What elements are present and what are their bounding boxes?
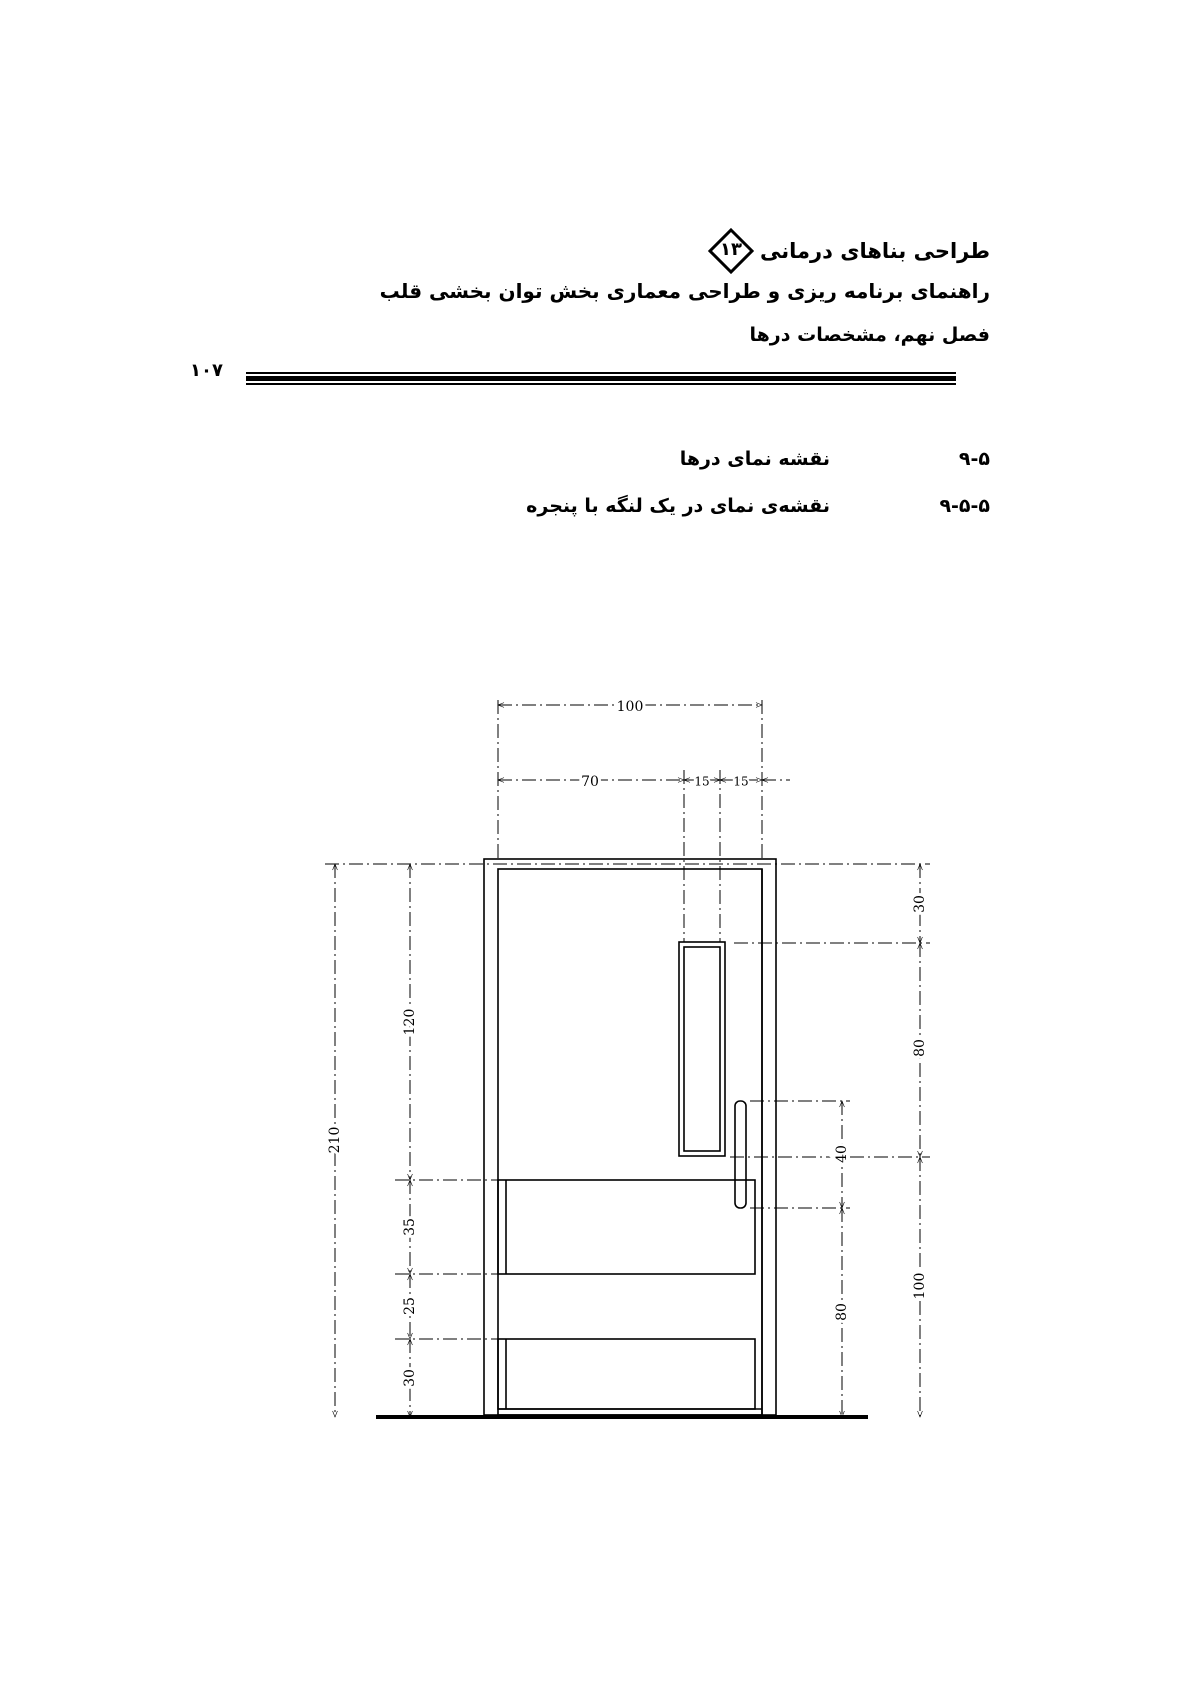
dim-upper-height: 120 bbox=[402, 1008, 418, 1036]
dim-handle-height: 40 bbox=[834, 1145, 850, 1163]
dim-leaf-left: 70 bbox=[581, 774, 599, 790]
section-number: ۹-۵ bbox=[958, 448, 990, 470]
vision-window-outer bbox=[679, 942, 725, 1156]
door-frame-inner bbox=[498, 869, 762, 1415]
dim-door-width: 100 bbox=[616, 699, 644, 715]
dimension-lines bbox=[335, 705, 920, 1417]
chapter-title: فصل نهم، مشخصات درها bbox=[749, 324, 990, 346]
dim-window-bottom-to-floor: 100 bbox=[912, 1272, 928, 1300]
dim-top-margin: 30 bbox=[912, 895, 928, 913]
lower-panel-1 bbox=[498, 1180, 755, 1274]
lower-panel-2 bbox=[498, 1339, 755, 1409]
dim-right-margin: 15 bbox=[733, 774, 749, 789]
subsection-title: نقشه‌ی نمای در یک لنگه با پنجره bbox=[526, 495, 830, 517]
door-frame-outer bbox=[484, 859, 776, 1415]
dim-panel1-height: 35 bbox=[402, 1218, 418, 1236]
dim-window-height: 80 bbox=[912, 1039, 928, 1057]
dim-window-width: 15 bbox=[694, 774, 710, 789]
dim-panel2-height: 25 bbox=[402, 1297, 418, 1315]
series-title-text: طراحی بناهای درمانی bbox=[760, 239, 990, 263]
dim-bottom-height: 30 bbox=[402, 1369, 418, 1387]
page-number: ۱۰۷ bbox=[190, 360, 223, 381]
book-subtitle: راهنمای برنامه ریزی و طراحی معماری بخش توان بخشی قلب bbox=[379, 279, 990, 303]
series-number: ۱۳ bbox=[720, 239, 743, 260]
subsection-number: ۹-۵-۵ bbox=[939, 495, 990, 517]
door-handle bbox=[735, 1101, 746, 1208]
dim-handle-to-floor: 80 bbox=[834, 1303, 850, 1321]
section-title: نقشه نمای درها bbox=[679, 448, 830, 470]
vision-window-inner bbox=[684, 947, 720, 1151]
dim-total-height: 210 bbox=[327, 1126, 343, 1154]
